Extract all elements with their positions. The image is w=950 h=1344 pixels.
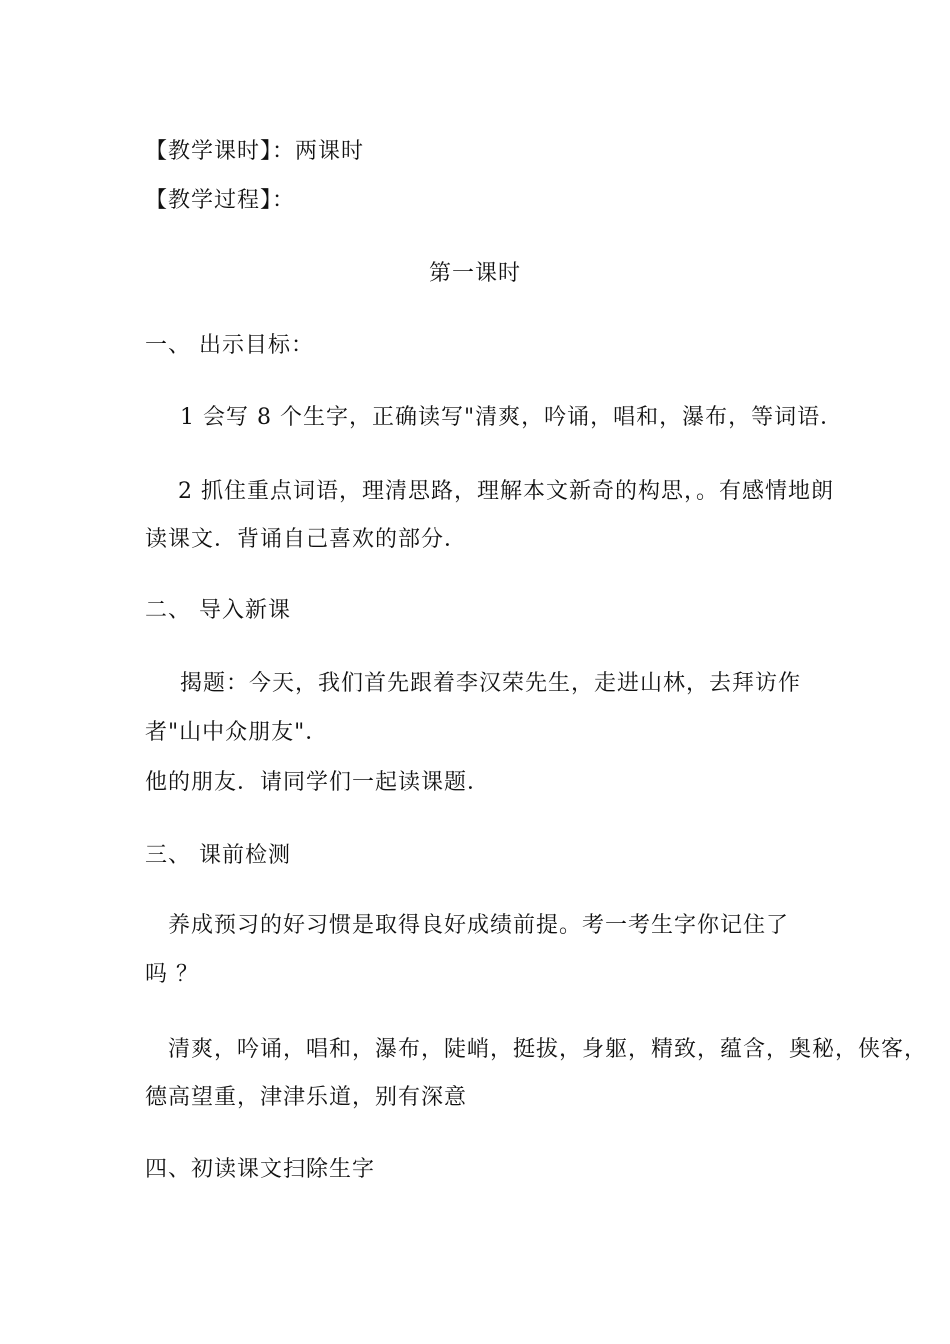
preview-line-1: 养成预习的好习惯是取得良好成绩前提。考一考生字你记住了 xyxy=(168,913,790,938)
goal-1: 1 会写 8 个生字，正确读写"清爽，吟诵，唱和，瀑布，等词语． xyxy=(180,405,844,430)
vocab-line-1: 清爽，吟诵，唱和，瀑布，陡峭，挺拔，身躯，精致，蕴含，奥秘，侠客， xyxy=(168,1037,928,1062)
vocab-line-2: 德高望重，津津乐道，别有深意 xyxy=(145,1085,468,1110)
intro-line-3: 他的朋友．请同学们一起读课题． xyxy=(145,770,491,795)
intro-line-1: 揭题：今天，我们首先跟着李汉荣先生，走进山林，去拜访作 xyxy=(180,671,802,696)
class-hours-line: 【教学课时】：两课时 xyxy=(145,139,365,164)
section-2-heading: 二、 导入新课 xyxy=(145,598,291,623)
goal-2-line-2: 读课文．背诵自己喜欢的部分． xyxy=(145,527,468,552)
process-heading: 【教学过程】： xyxy=(145,188,296,213)
section-1-heading: 一、 出示目标： xyxy=(145,333,314,358)
lesson-title: 第一课时 xyxy=(428,261,521,286)
intro-line-2: 者"山中众朋友"． xyxy=(145,720,329,745)
section-3-heading: 三、 课前检测 xyxy=(145,843,291,868)
section-4-heading: 四、初读课文扫除生字 xyxy=(145,1157,376,1182)
goal-2-line-1: 2 抓住重点词语，理清思路，理解本文新奇的构思，。有感情地朗 xyxy=(178,479,834,504)
preview-line-2: 吗 ？ xyxy=(145,962,199,987)
